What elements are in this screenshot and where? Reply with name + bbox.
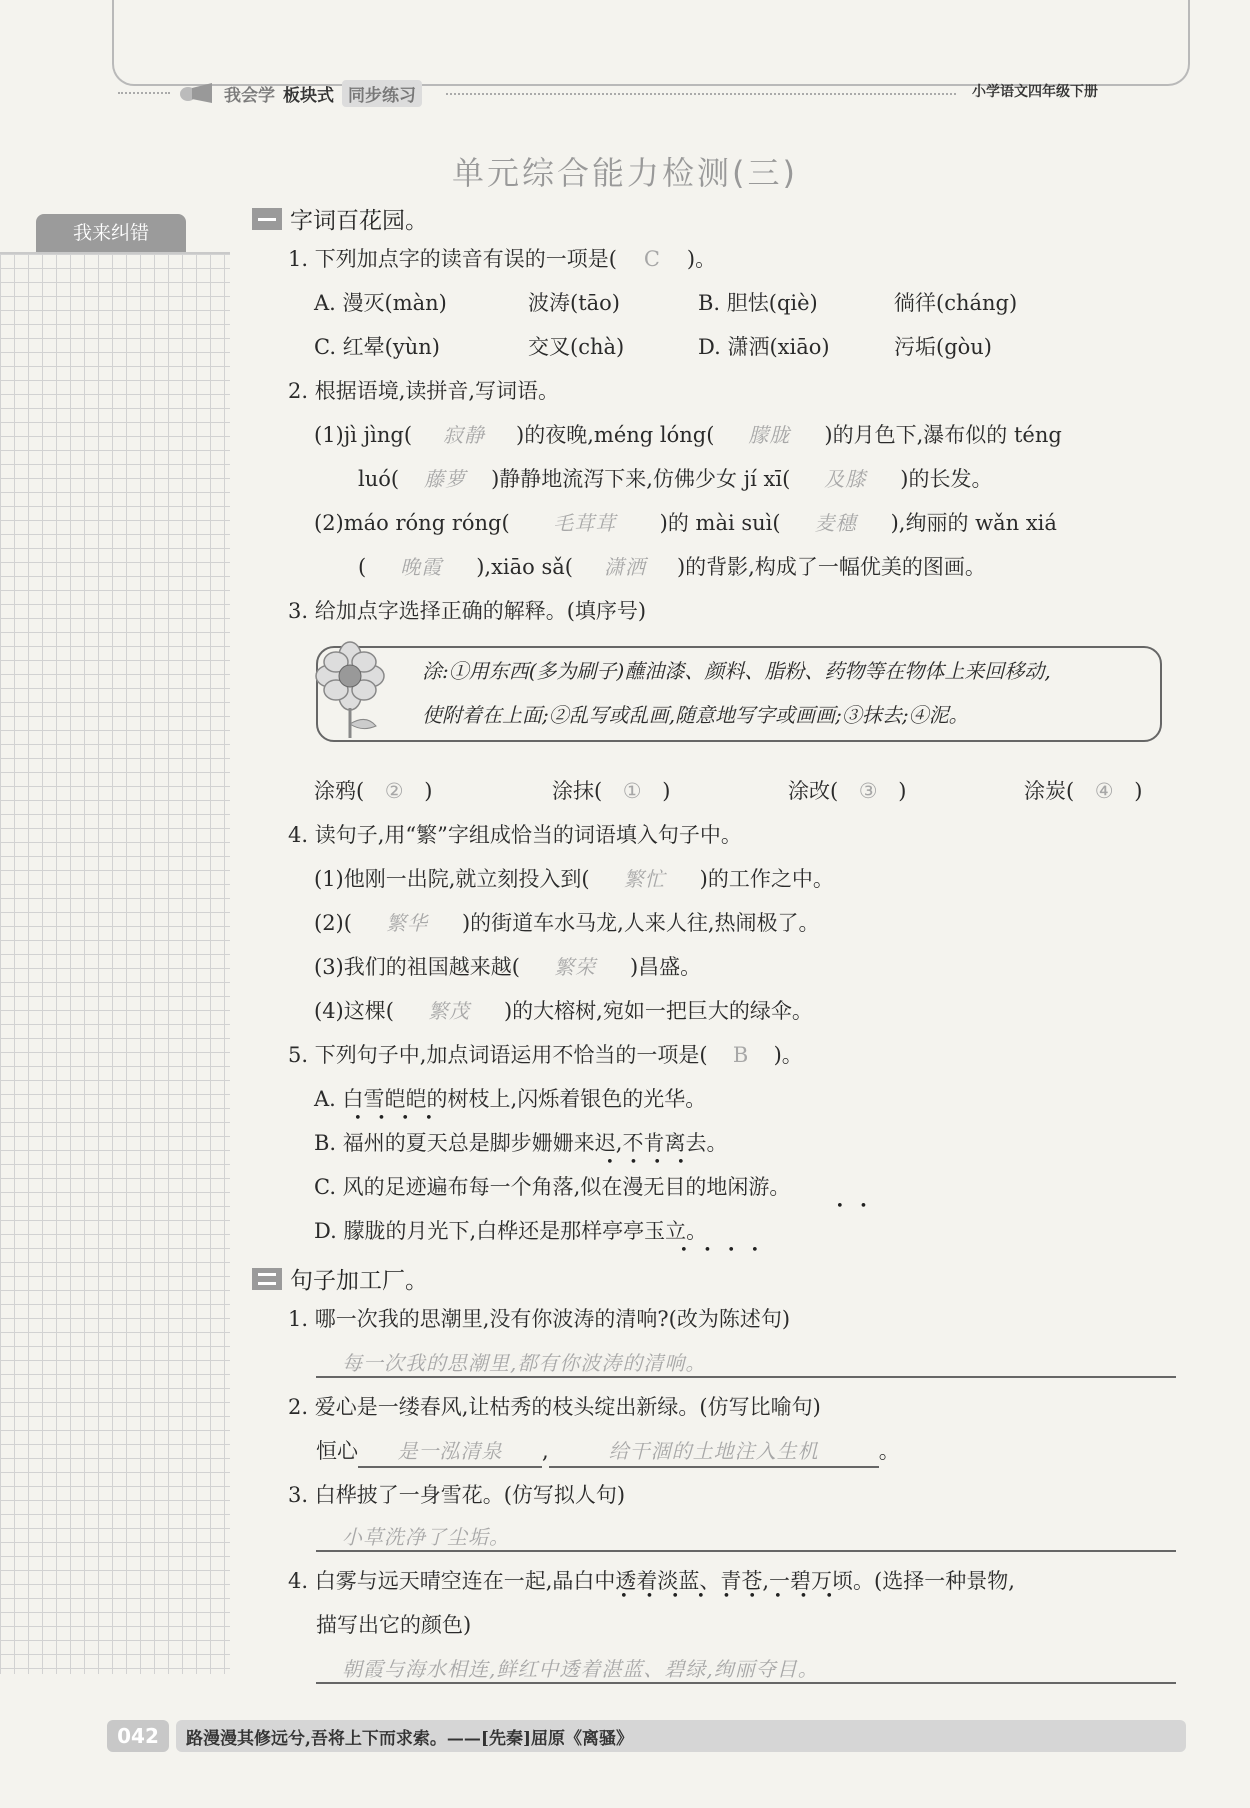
q1-answer: C [643, 247, 660, 271]
q5-answer: B [732, 1043, 749, 1067]
q2-ans-xiaosa: 潇洒 [603, 555, 646, 579]
q1-option-a2: 波涛(tāo) [528, 291, 620, 315]
s2q3-stem: 3. 白桦披了一身雪花。(仿写拟人句) [288, 1483, 626, 1507]
q3-item-2-answer: ① [622, 779, 642, 803]
sidebar-tab-correction: 我来纠错 [36, 214, 186, 252]
q1-option-c1: C. 红晕(yùn) [314, 335, 440, 359]
s2q1-answer: 每一次我的思潮里,都有你波涛的清响。 [342, 1351, 707, 1375]
q4-s2-a: (2)( [314, 911, 352, 935]
s2q4-stem-2: 描写出它的颜色) [316, 1613, 472, 1637]
header-brand-a: 我会学 [224, 85, 275, 106]
q4-ans-3: 繁荣 [553, 955, 596, 979]
q2-l4-c: )的背影,构成了一幅优美的图画。 [676, 555, 986, 579]
q1-option-a1: A. 漫灭(màn) [314, 291, 447, 315]
s2q2-answer-2: 给干涸的土地注入生机 [549, 1436, 879, 1468]
q5-option-c: C. 风的足迹遍布每一个角落,似在漫无目的地闲游。 [314, 1175, 791, 1199]
page-number: 042 [107, 1720, 169, 1752]
q4-s4-b: )的大榕树,宛如一把巨大的绿伞。 [503, 999, 813, 1023]
q5c-dots: •• [836, 1199, 884, 1214]
q2-l2-a: luó( [358, 467, 400, 491]
section-2-heading [252, 1262, 428, 1295]
q2-ans-tengluo: 藤萝 [424, 467, 467, 491]
s2q2-end: 。 [878, 1439, 900, 1463]
q2-l3-a: (2)máo róng róng( [314, 511, 510, 535]
q2-l4-b: ),xiāo sǎ( [476, 555, 573, 579]
q5a-dots: •••• [354, 1111, 449, 1126]
q3-item-1-answer: ② [384, 779, 404, 803]
s2q4-stem-1: 4. 白雾与远天晴空连在一起,晶白中透着淡蓝、青苍,一碧万顷。(选择一种景物, [288, 1569, 1015, 1593]
q5-option-d: D. 朦胧的月光下,白桦还是那样亭亭玉立。 [314, 1219, 708, 1243]
q4-s2-b: )的街道车水马龙,人来人往,热闹极了。 [461, 911, 820, 935]
q3-item-4-close: ) [1134, 779, 1143, 803]
q1-stem-b: )。 [686, 247, 717, 271]
footer-quote: 路漫漫其修远兮,吾将上下而求索。——[先秦]屈原《离骚》 [186, 1729, 634, 1749]
q1-option-b1: B. 胆怯(qiè) [698, 291, 818, 315]
q2-ans-maisui: 麦穗 [814, 511, 857, 535]
q1-option-d2: 污垢(gòu) [894, 335, 992, 359]
q5-stem-a: 5. 下列句子中,加点词语运用不恰当的一项是( [288, 1043, 708, 1067]
section-1-title: 字词百花园。 [290, 208, 428, 234]
q2-l1-b: )的夜晚,méng lóng( [516, 423, 715, 447]
q3-item-4-answer: ④ [1094, 779, 1114, 803]
q2-l4-a: ( [358, 555, 367, 579]
q3-item-4-word: 涂炭( [1024, 779, 1075, 803]
q1-option-d1: D. 潇洒(xiāo) [698, 335, 830, 359]
s2q4-answer-line [316, 1654, 1176, 1684]
q2-l1-c: )的月色下,瀑布似的 téng [824, 423, 1062, 447]
q3-item-2-close: ) [662, 779, 671, 803]
q2-ans-wanxia: 晚霞 [400, 555, 443, 579]
section-2-icon [252, 1268, 282, 1290]
q5b-dots: •••• [606, 1155, 701, 1170]
q4-s3-b: )昌盛。 [629, 955, 702, 979]
q4-s3-a: (3)我们的祖国越来越( [314, 955, 520, 979]
s2q1-answer-line [316, 1348, 1176, 1378]
q3-item-2-word: 涂抹( [552, 779, 603, 803]
q1-option-c2: 交叉(chà) [528, 335, 625, 359]
section-2-title: 句子加工厂。 [290, 1268, 428, 1294]
q4-ans-2: 繁华 [385, 911, 428, 935]
s2q2-answer-1: 是一泓清泉 [358, 1436, 542, 1468]
q2-ans-jijing: 寂静 [443, 423, 486, 447]
q4-ans-1: 繁忙 [623, 867, 666, 891]
s2q3-answer: 小草洗净了尘垢。 [342, 1525, 510, 1549]
q2-l3-b: )的 mài suì( [659, 511, 781, 535]
q3-def-line-2: 使附着在上面;②乱写或乱画,随意地写字或画画;③抹去;④泥。 [422, 703, 969, 727]
q4-ans-4: 繁茂 [427, 999, 470, 1023]
q2-l2-b: )静静地流泻下来,仿佛少女 jí xī( [491, 467, 791, 491]
header-brand-c: 同步练习 [342, 80, 422, 107]
s2q2-lead: 恒心 [316, 1439, 358, 1463]
s2q4-dots: ••••••••• [620, 1589, 852, 1604]
header-book-title: 小学语文四年级下册 [972, 84, 1098, 100]
q2-ans-jixi: 及膝 [824, 467, 867, 491]
q5-option-a: A. 白雪皑皑的树枝上,闪烁着银色的光华。 [314, 1087, 707, 1111]
q3-item-1-word: 涂鸦( [314, 779, 365, 803]
s2q2-answer-line [316, 1436, 900, 1468]
q4-s1-b: )的工作之中。 [699, 867, 834, 891]
q3-stem: 3. 给加点字选择正确的解释。(填序号) [288, 599, 647, 623]
q5-stem-b: )。 [773, 1043, 803, 1067]
q2-l1-a: (1)jì jìng( [314, 423, 413, 447]
q5d-dots: •••• [680, 1243, 775, 1258]
page-title: 单元综合能力检测(三) [452, 154, 798, 192]
q4-s4-a: (4)这棵( [314, 999, 394, 1023]
q1-option-b2: 徜徉(cháng) [894, 291, 1018, 315]
s2q2-comma: , [542, 1439, 549, 1463]
s2q1-stem: 1. 哪一次我的思潮里,没有你波涛的清响?(改为陈述句) [288, 1307, 791, 1331]
q4-s1-a: (1)他刚一出院,就立刻投入到( [314, 867, 590, 891]
s2q3-answer-line [316, 1522, 1176, 1552]
q3-item-3-word: 涂改( [788, 779, 839, 803]
q3-item-3-close: ) [898, 779, 907, 803]
header-brand-b: 板块式 [283, 85, 334, 106]
q2-l2-c: )的长发。 [900, 467, 993, 491]
s2q4-answer: 朝霞与海水相连,鲜红中透着湛蓝、碧绿,绚丽夺目。 [342, 1657, 819, 1681]
q2-l3-c: ),绚丽的 wǎn xiá [890, 511, 1057, 535]
q3-def-line-1: 涂:①用东西(多为刷子)蘸油漆、颜料、脂粉、药物等在物体上来回移动, [422, 659, 1051, 683]
q4-stem: 4. 读句子,用“繁”字组成恰当的词语填入句子中。 [288, 823, 742, 847]
q2-stem: 2. 根据语境,读拼音,写词语。 [288, 379, 560, 403]
q3-item-3-answer: ③ [858, 779, 878, 803]
q2-ans-menglong: 朦胧 [748, 423, 791, 447]
s2q2-stem: 2. 爱心是一缕春风,让枯秀的枝头绽出新绿。(仿写比喻句) [288, 1395, 821, 1419]
q5-option-b: B. 福州的夏天总是脚步姗姗来迟,不肯离去。 [314, 1131, 728, 1155]
q2-ans-maorongrong: 毛茸茸 [553, 511, 617, 535]
q1-stem-a: 1. 下列加点字的读音有误的一项是( [288, 247, 617, 271]
q3-item-1-close: ) [424, 779, 433, 803]
